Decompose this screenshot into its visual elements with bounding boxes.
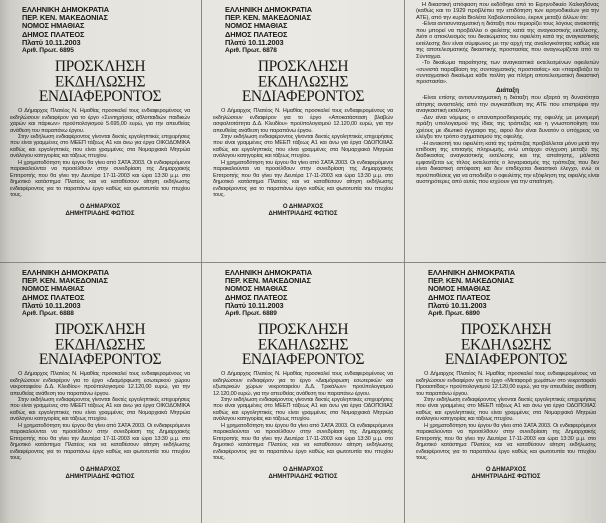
header-line: ΔΗΜΟΣ ΠΛΑΤΕΟΣ (225, 292, 288, 302)
notice-body (10, 108, 190, 198)
signature-name: ΔΗΜΗΤΡΙΑΔΗΣ ΦΩΤΙΟΣ (65, 210, 135, 217)
header-line: ΠΕΡ. ΚΕΝ. ΜΑΚΕΔΟΝΙΑΣ (22, 276, 108, 286)
header-line: ΔΗΜΟΣ ΠΛΑΤΕΟΣ (428, 292, 491, 302)
article-column (412, 0, 602, 262)
signature-role: Ο ΔΗΜΑΡΧΟΣ (79, 466, 121, 473)
header-line: ΝΟΜΟΣ ΗΜΑΘΙΑΣ (225, 21, 288, 31)
header-date: Πλατύ 10.11.2003 (225, 300, 284, 310)
header-line: ΝΟΜΟΣ ΗΜΑΘΙΑΣ (428, 284, 491, 294)
notice-header (22, 6, 190, 55)
header-date: Πλατύ 10.11.2003 (22, 37, 81, 47)
notice-title: ΠΡΟΣΚΛΗΣΗ ΕΚΔΗΛΩΣΗΣ (54, 320, 146, 355)
notice-paragraph: Η χρηματοδότηση του έργου θα γίνει από ΣΑΤΑ 2003. Οι ενδιαφερόμενοι παρακαλούνται να προσέλθουν στην συνεδρίαση της Δημαρχιακής Επιτροπής που θα γίνει την Δευτέρα 17-11-2003 και ώρα 13:30 μ.μ. στο δημοτικό κατάστημα Πλατέος και να καταθέσουν αίτηση εκδήλωσης ενδιαφέροντος για το παραπάνω έργο καθώς και φωτοτυπία του πτυχίου τους. (416, 422, 596, 462)
header-line: ΔΗΜΟΣ ΠΛΑΤΕΟΣ (22, 29, 85, 39)
notice-paragraph: Η χρηματοδότηση του έργου θα γίνει από ΣΑΤΑ 2003. Οι ενδιαφερόμενοι παρακαλούνται να προσέλθουν στην συνεδρίαση της Δημαρχιακής Επιτροπής που θα γίνει την Δευτέρα 17-11-2003 και ώρα 13:30 μ.μ. στο δημοτικό κατάστημα Πλατέος και να καταθέσουν αίτηση εκδήλωσης ενδιαφέροντος για το παραπάνω έργο καθώς και φωτοτυπία του πτυχίου τους. (10, 422, 190, 462)
notice-6890 (410, 263, 600, 523)
notice-title-line2: ΕΝΔΙΑΦΕΡΟΝΤΟΣ (241, 87, 365, 106)
article-paragraph: -Είναι αντισυνταγματική η διάταξη που περιορίζει τους λόγους ανακοπής που μπορεί να προβάλλει ο φειλέτης κατά της αναγκαστικής εκτέλεσης. Διότι ο αποκλεισμός του δικαιώματος του οφειλέτη κατά της αναγκαστικής εκτέλεσης δεν είναι σύμφωνος με την αρχή της αναλογικότητας καθώς και της αποτελεσματικής δικαστικής προστασίας που αναγνωρίζεται από το Σύνταγμα. (416, 21, 599, 60)
notice-paragraph: Στην εκδήλωση ενδιαφέροντος γίνονται δεκτές εργοληπτικές επιχειρήσεις που είναι γραμμένες στο ΜΕΕΠ τάξεως Α1 και άνω για έργα ΟΙΚΟΔΟΜΙΚΑ καθώς και εργοληπτικές που είναι γραμμένες στα Νομαρχιακά Μητρώα ανάλογου κατηγορίας και τάξεως πτυχίου. (10, 134, 190, 160)
notice-paragraph: Ο Δήμαρχος Πλατέος Ν. Ημαθίας προσκαλεί τους ενδιαφερομένους να εκδηλώσουν ενδιαφέρον για το έργο «Διαμόρφωση εσωτερικών και εξωτερικών χώρων νεκροταφείου Δ.Δ. Τρικάλων» προϋπολογισμού 12.120,00 ευρώ, για την απευθείας ανάθεση του παραπάνω έργου. (213, 371, 393, 397)
signature (213, 467, 393, 481)
header-line: ΕΛΛΗΝΙΚΗ ΔΗΜΟΚΡΑΤΙΑ (225, 268, 312, 277)
header-line: ΝΟΜΟΣ ΗΜΑΘΙΑΣ (22, 21, 85, 31)
protocol-number: Αριθ. Πρωτ. 6895 (22, 47, 74, 55)
notice-title-line2: ΕΝΔΙΑΦΕΡΟΝΤΟΣ (38, 350, 162, 369)
notice-body (213, 108, 393, 198)
header-line: ΕΛΛΗΝΙΚΗ ΔΗΜΟΚΡΑΤΙΑ (22, 5, 109, 14)
notice-header (428, 269, 596, 318)
header-line: ΕΛΛΗΝΙΚΗ ΔΗΜΟΚΡΑΤΙΑ (22, 268, 109, 277)
header-date: Πλατύ 10.11.2003 (225, 37, 284, 47)
article-paragraph: -Η ανακοπή του οφειλέτη κατά της τράπεζας προβάλλεται μόνο μετά την επίδοση της επιταγής πληρωμής, ενώ υπάρχει σύγχυση μεταξύ της διαδικασίας αναγκαστικής εκτέλεσης και της απαίτησης, μάλιστα εμφανίζεται ως τίτλος εκτελεστός ο λογαριασμός της τράπεζας που δεν είναι δικαστική απόφαση και δεν επιδέχεται δικαστικό έλεγχο, ενώ οι προϋποθέσεις για να αποδείξει ο οφειλέτης την εξόφληση της οφειλής είναι αυστηρότερες από αυτές που ισχύουν για την απαίτηση. (416, 140, 599, 186)
notice-title: ΠΡΟΣΚΛΗΣΗ ΕΚΔΗΛΩΣΗΣ (460, 320, 552, 355)
notice-6889 (207, 263, 397, 523)
signature-name: ΔΗΜΗΤΡΙΑΔΗΣ ΦΩΤΙΟΣ (268, 210, 338, 217)
notice-6878 (207, 0, 397, 262)
notice-paragraph: Ο Δήμαρχος Πλατέος Ν. Ημαθίας προσκαλεί τους ενδιαφερομένους να εκδηλώσουν ενδιαφέρον για το έργο «Αποκατάσταση βλαβών ασφαλτοτάπητα Δ.Δ. Κλειδίου» προϋπολογισμού 12.120,00 ευρώ, για την απευθείας ανάθεση του παραπάνω έργου. (213, 108, 393, 134)
notice-paragraph: Η χρηματοδότηση του έργου θα γίνει από ΣΑΤΑ 2003. Οι ενδιαφερόμενοι παρακαλούνται να προσέλθουν στην συνεδρίαση της Δημαρχιακής Επιτροπής που θα γίνει την Δευτέρα 17-11-2003 και ώρα 13:30 μ.μ. στο δημοτικό κατάστημα Πλατέος και να καταθέσουν αίτηση εκδήλωσης ενδιαφέροντος για το παραπάνω έργο καθώς και φωτοτυπία του πτυχίου τους. (10, 159, 190, 199)
header-line: ΔΗΜΟΣ ΠΛΑΤΕΟΣ (225, 29, 288, 39)
notice-paragraph: Στην εκδήλωση ενδιαφέροντος γίνονται δεκτές εργοληπτικές επιχειρήσεις που είναι γραμμένες στο ΜΕΕΠ τάξεως Α1 και άνω για έργα ΟΙΚΟΔΟΜΙΚΑ καθώς και εργοληπτικές που είναι γραμμένες στα Νομαρχιακά Μητρώα ανάλογου κατηγορίας και τάξεως πτυχίου. (10, 397, 190, 423)
protocol-number: Αριθ. Πρωτ. 6888 (22, 310, 74, 318)
notice-title-line2: ΕΝΔΙΑΦΕΡΟΝΤΟΣ (241, 350, 365, 369)
notice-title: ΠΡΟΣΚΛΗΣΗ ΕΚΔΗΛΩΣΗΣ (257, 57, 349, 92)
signature (416, 467, 596, 481)
header-line: ΕΛΛΗΝΙΚΗ ΔΗΜΟΚΡΑΤΙΑ (428, 268, 515, 277)
signature (10, 204, 190, 218)
notice-title-line2: ΕΝΔΙΑΦΕΡΟΝΤΟΣ (38, 87, 162, 106)
protocol-number: Αριθ. Πρωτ. 6890 (428, 310, 480, 318)
notice-6895 (4, 0, 194, 262)
notice-body (416, 371, 596, 461)
header-line: ΠΕΡ. ΚΕΝ. ΜΑΚΕΔΟΝΙΑΣ (225, 13, 311, 23)
article-paragraph: -Το δικαίωμα παραίτησης των αναγκαστικά εκτελεσμένων οφειλετών «συνιστά παραβίαση της συνταγματικής προστασίας» και «παραβιάζει το συνταγματικό δικαίωμα κάθε πολίτη για πλήρη αποτελεσματική δικαστική προστασία». (416, 60, 599, 86)
header-line: ΠΕΡ. ΚΕΝ. ΜΑΚΕΔΟΝΙΑΣ (22, 13, 108, 23)
article-paragraph: -Δεν είναι νόμιμος ο επαναπροσδιορισμός της οφειλής με μονομερή πράξη υπολογισμού της ίδιας της τράπεζας και η γνωστοποίηση του χρέους με ιδιωτικό έγγραφο της, αφού δεν είναι δυνατόν ο υπόχρεος να ελέγξει τον τρόπο σχηματισμού της οφειλής. (416, 114, 599, 141)
signature (10, 467, 190, 481)
notice-paragraph: Ο Δήμαρχος Πλατέος Ν. Ημαθίας προσκαλεί τους ενδιαφερομένους να εκδηλώσουν ενδιαφέρον για το έργο «Διαμόρφωση εσωτερικού χώρου νεκροταφείου Δ.Δ. Κλειδίου» προϋπολογισμού 12.120,00 ευρώ, για την απευθείας ανάθεση του παραπάνω έργου. (10, 371, 190, 397)
protocol-number: Αριθ. Πρωτ. 6889 (225, 310, 277, 318)
notice-paragraph: Στην εκδήλωση ενδιαφέροντος γίνονται δεκτές εργοληπτικές επιχειρήσεις που είναι γραμμένες στο ΜΕΕΠ τάξεως Α1 και άνω για έργα ΟΔΟΠΟΙΙΑΣ καθώς και εργοληπτικές που είναι γραμμένες στα Νομαρχιακά Μητρώα ανάλογου κατηγορίας και τάξεως πτυχίου. (213, 397, 393, 423)
signature-name: ΔΗΜΗΤΡΙΑΔΗΣ ΦΩΤΙΟΣ (268, 473, 338, 480)
article-paragraph: -Είναι επίσης αντισυνταγματική η διάταξη που εξαρτά τη δυνατότητα αίτησης αναστολής από την συγκατάθεση της ΑΤΕ που επιστρέφει την αναγκαστική εκτέλεση. (416, 95, 599, 115)
header-line: ΠΕΡ. ΚΕΝ. ΜΑΚΕΔΟΝΙΑΣ (225, 276, 311, 286)
notice-header (225, 269, 393, 318)
header-line: ΝΟΜΟΣ ΗΜΑΘΙΑΣ (22, 284, 85, 294)
notice-paragraph: Στην εκδήλωση ενδιαφέροντος γίνονται δεκτές εργοληπτικές επιχειρήσεις που είναι γραμμένες στο ΜΕΕΠ τάξεως Α1 και άνω για έργα ΟΔΟΠΟΙΙΑΣ καθώς και εργοληπτικές που είναι γραμμένες στα Νομαρχιακά Μητρώα ανάλογου κατηγορίας και τάξεως πτυχίου. (416, 397, 596, 423)
notice-header (22, 269, 190, 318)
notice-title: ΠΡΟΣΚΛΗΣΗ ΕΚΔΗΛΩΣΗΣ (257, 320, 349, 355)
notice-paragraph: Ο Δήμαρχος Πλατέος Ν. Ημαθίας προσκαλεί τους ενδιαφερομένους να εκδηλώσουν ενδιαφέρον για το έργο «Συντηρήσεις αθλοπαιδιών παιδικών χαρών και πάρκων» προϋπολογισμού 5.695,00 ευρώ, για την απευθείας ανάθεση του παραπάνω έργου. (10, 108, 190, 134)
notice-body (10, 371, 190, 461)
notice-title: ΠΡΟΣΚΛΗΣΗ ΕΚΔΗΛΩΣΗΣ (54, 57, 146, 92)
header-line: ΔΗΜΟΣ ΠΛΑΤΕΟΣ (22, 292, 85, 302)
notice-paragraph: Η χρηματοδότηση του έργου θα γίνει από ΣΑΤΑ 2003. Οι ενδιαφερόμενοι παρακαλούνται να προσέλθουν στην συνεδρίαση της Δημαρχιακής Επιτροπής που θα γίνει την Δευτέρα 17-11-2003 και ώρα 13:30 μ.μ. στο δημοτικό κατάστημα Πλατέος και να καταθέσουν αίτηση εκδήλωσης ενδιαφέροντος για το παραπάνω έργο καθώς και φωτοτυπία του πτυχίου τους. (213, 422, 393, 462)
signature (213, 204, 393, 218)
notice-header (225, 6, 393, 55)
signature-name: ΔΗΜΗΤΡΙΑΔΗΣ ΦΩΤΙΟΣ (65, 473, 135, 480)
notice-body (213, 371, 393, 461)
article-subhead: Διάταξη (496, 86, 519, 94)
header-line: ΝΟΜΟΣ ΗΜΑΘΙΑΣ (225, 284, 288, 294)
article-paragraph: Η δικαστική απόφαση που εκδόθηκε από το Ειρηνοδικείο Χαλκηδόνας (καθώς και το 1929 προβλέπει την επιδότηση των ειρηνοδικείων για την ΑΤΕ), από την κυρία Βιολέτα Χαβαλοπούλου, έκρινε μεταξύ άλλων ότι: (416, 2, 599, 21)
signature-name: ΔΗΜΗΤΡΙΑΔΗΣ ΦΩΤΙΟΣ (471, 473, 541, 480)
protocol-number: Αριθ. Πρωτ. 6878 (225, 47, 277, 55)
notice-paragraph: Ο Δήμαρχος Πλατέος Ν. Ημαθίας προσκαλεί τους ενδιαφερομένους να εκδηλώσουν ενδιαφέρον για το έργο «Μεταφορά χωμάτων στο νεκροταφείο Προασιτίδας» προϋπολογισμού 12.120,00 ευρώ, για την απευθείας ανάθεση του παραπάνω έργου. (416, 371, 596, 397)
notice-paragraph: Η χρηματοδότηση του έργου θα γίνει από ΣΑΤΑ 2003. Οι ενδιαφερόμενοι παρακαλούνται να προσέλθουν στην συνεδρίαση της Δημαρχιακής Επιτροπής που θα γίνει την Δευτέρα 17-11-2003 και ώρα 13:30 μ.μ. στο δημοτικό κατάστημα Πλατέος και να καταθέσουν αίτηση εκδήλωσης ενδιαφέροντος για το παραπάνω έργο καθώς και φωτοτυπία του πτυχίου τους. (213, 159, 393, 199)
signature-role: Ο ΔΗΜΑΡΧΟΣ (485, 466, 527, 473)
header-date: Πλατύ 10.11.2003 (22, 300, 81, 310)
signature-role: Ο ΔΗΜΑΡΧΟΣ (79, 203, 121, 210)
notice-paragraph: Στην εκδήλωση ενδιαφέροντος γίνονται δεκτές εργοληπτικές επιχειρήσεις που είναι γραμμένες στο ΜΕΕΠ τάξεως Α1 και άνω για έργα ΟΔΟΠΟΙΙΑΣ καθώς και εργοληπτικές που είναι γραμμένες στα Νομαρχιακά Μητρώα ανάλογου κατηγορίας και τάξεως πτυχίου. (213, 134, 393, 160)
header-line: ΠΕΡ. ΚΕΝ. ΜΑΚΕΔΟΝΙΑΣ (428, 276, 514, 286)
signature-role: Ο ΔΗΜΑΡΧΟΣ (282, 466, 324, 473)
signature-role: Ο ΔΗΜΑΡΧΟΣ (282, 203, 324, 210)
header-date: Πλατύ 10.11.2003 (428, 300, 487, 310)
notice-title-line2: ΕΝΔΙΑΦΕΡΟΝΤΟΣ (444, 350, 568, 369)
header-line: ΕΛΛΗΝΙΚΗ ΔΗΜΟΚΡΑΤΙΑ (225, 5, 312, 14)
notice-6888 (4, 263, 194, 523)
